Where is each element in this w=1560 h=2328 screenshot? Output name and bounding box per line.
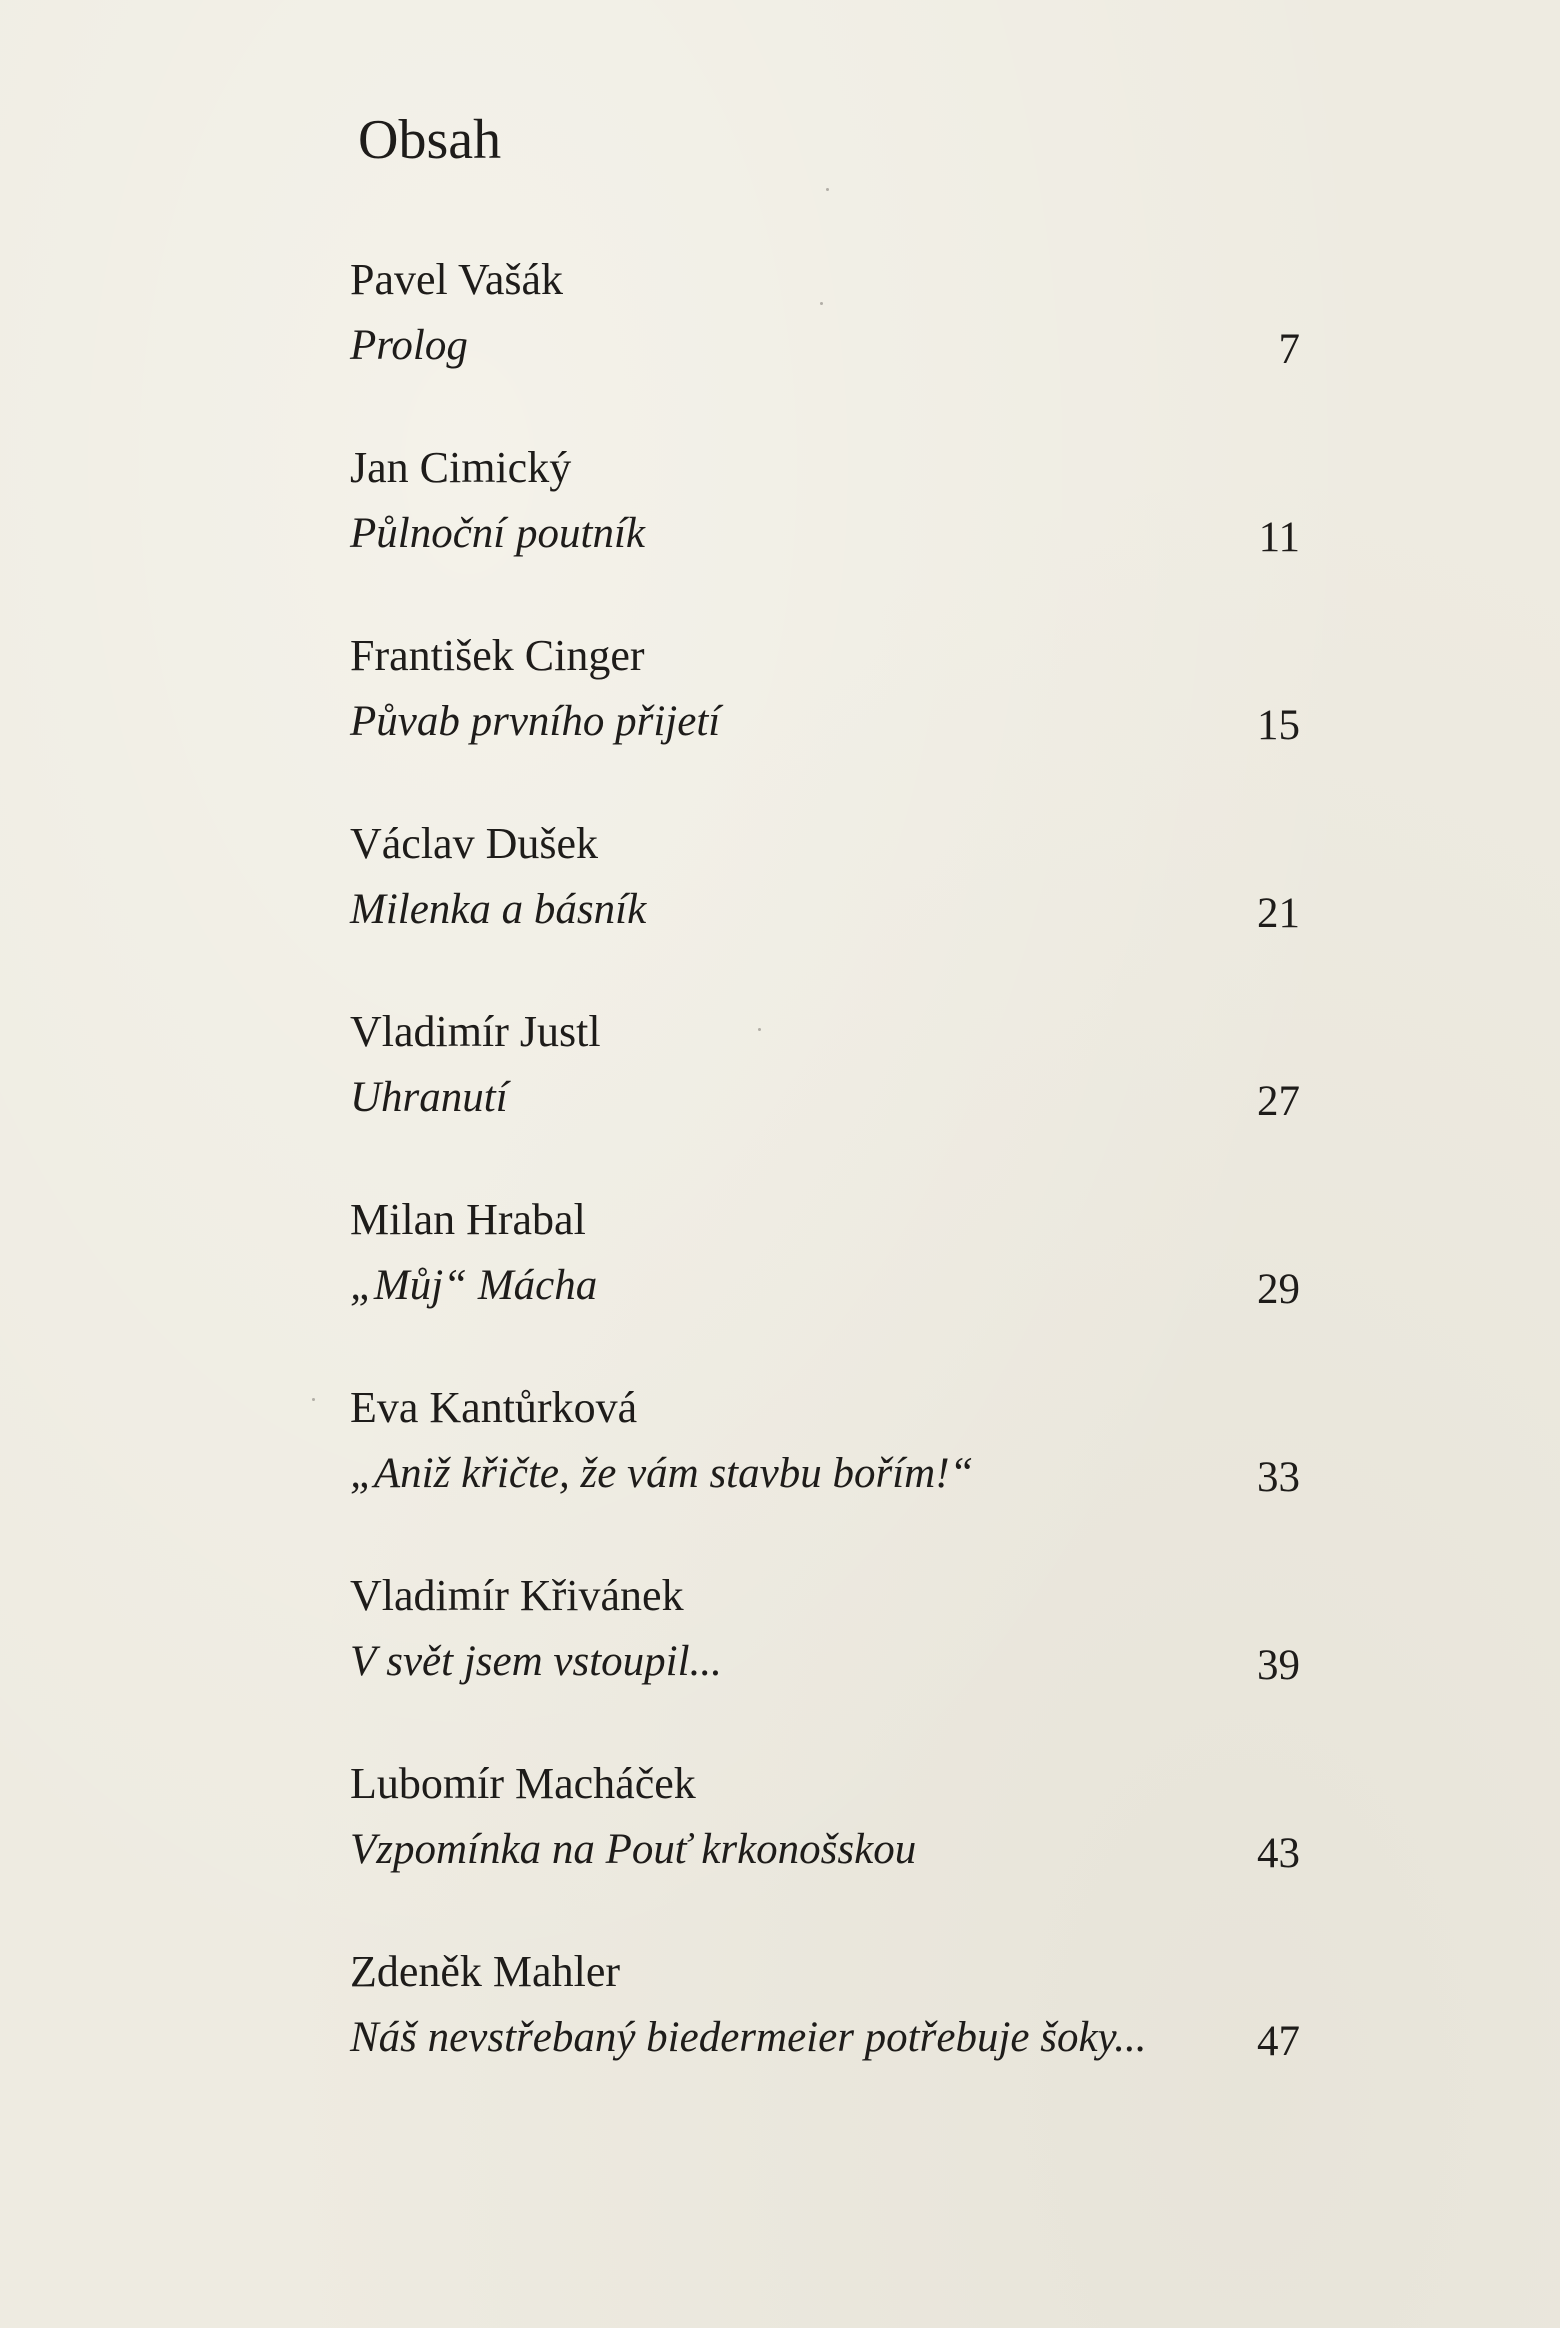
entry-author: Václav Dušek [350, 819, 599, 868]
toc-entry [350, 1007, 1300, 1160]
entry-title: V svět jsem vstoupil... [350, 1638, 722, 1685]
entry-title: Milenka a básník [350, 886, 647, 933]
paper-speck [312, 1398, 315, 1401]
toc-entry [350, 443, 1300, 596]
paper-speck [758, 1028, 761, 1031]
entry-page-number: 43 [1257, 1830, 1300, 1877]
entry-author: Lubomír Macháček [350, 1759, 696, 1808]
entry-page-number: 47 [1257, 2018, 1300, 2065]
entry-author: Zdeněk Mahler [350, 1947, 620, 1996]
entry-title: Náš nevstřebaný biedermeier potřebuje šoky... [350, 2014, 1147, 2061]
entry-page-number: 27 [1257, 1078, 1300, 1125]
toc-entry [350, 1383, 1300, 1536]
entry-page-number: 15 [1257, 702, 1300, 749]
entry-title: Půvab prvního přijetí [350, 698, 721, 745]
toc-entry [350, 1195, 1300, 1348]
entry-author: Jan Cimický [350, 443, 572, 492]
paper-speck [820, 302, 823, 305]
toc-entry [350, 631, 1300, 784]
entry-author: František Cinger [350, 631, 645, 680]
toc-entry [350, 819, 1300, 972]
toc-entry [350, 1759, 1300, 1912]
entry-author: Eva Kantůrková [350, 1383, 638, 1432]
entry-title: Uhranutí [350, 1074, 508, 1121]
entry-author: Vladimír Justl [350, 1007, 601, 1056]
entry-title: Prolog [350, 322, 468, 369]
toc-entry [350, 1947, 1300, 2100]
toc-entry [350, 255, 1300, 408]
entry-title: Vzpomínka na Pouť krkonošskou [350, 1826, 917, 1873]
entry-page-number: 11 [1258, 514, 1300, 561]
entry-author: Milan Hrabal [350, 1195, 586, 1244]
entry-page-number: 29 [1257, 1266, 1300, 1313]
entry-author: Vladimír Křivánek [350, 1571, 684, 1620]
entry-page-number: 33 [1257, 1454, 1300, 1501]
entry-title: Půlnoční poutník [350, 510, 645, 557]
entry-title: „Aniž křičte, že vám stavbu bořím!“ [350, 1450, 974, 1497]
page-title: Obsah [358, 109, 502, 171]
entry-page-number: 39 [1257, 1642, 1300, 1689]
entry-page-number: 7 [1278, 326, 1300, 373]
paper-speck [826, 188, 829, 191]
entry-title: „Můj“ Mácha [350, 1262, 598, 1309]
entry-author: Pavel Vašák [350, 255, 564, 304]
entry-page-number: 21 [1257, 890, 1300, 937]
toc-entry [350, 1571, 1300, 1724]
